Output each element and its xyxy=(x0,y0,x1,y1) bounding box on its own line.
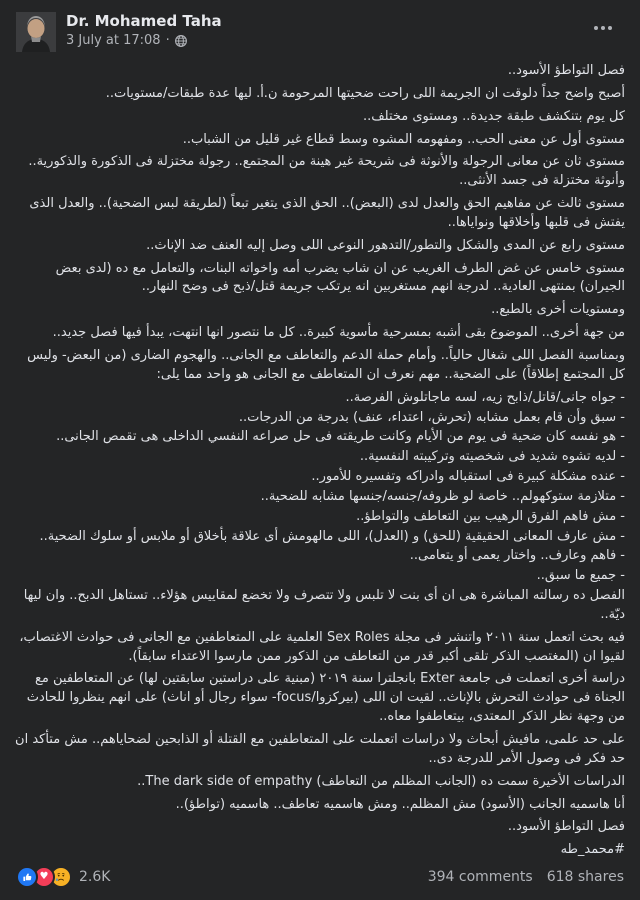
post-paragraph: مستوى ثان عن معانى الرجولة والأنوثة فى شريحة غير هينة من المجتمع.. رجولة مختزلة فى الذكورة والذكورية.. وأنوثة مختزلة فى جسد الأنثى.. xyxy=(28,154,625,189)
post-paragraph: فصل التواطؤ الأسود.. xyxy=(507,819,625,835)
post-paragraph: وبمناسبة الفصل اللى شغال حالياً.. وأمام حملة الدعم والتعاطف مع الجانى.. والهجوم الضارى (من البعض- وليس كل المجتمع إطلاقاً) على الضحية.. مهم نعرف ان المتعاطف مع الجانى هو واحد مما يلى: xyxy=(27,347,625,382)
shares-count[interactable]: 618 shares xyxy=(546,869,624,886)
post-paragraph: من جهة أخرى.. الموضوع بقى أشبه بمسرحية مأسوية كبيرة.. كل ما نتصور انها انتهت، يبدأ فيها فصل جديد.. xyxy=(52,325,625,341)
post-paragraph: - سبق وأن قام بعمل مشابه (تحرش، اعتداء، عنف) بدرجة من الدرجات.. xyxy=(238,409,625,425)
comments-count[interactable]: 394 comments xyxy=(427,869,533,886)
more-options-dot xyxy=(608,26,612,30)
post-paragraph: - متلازمة ستوكهولم.. خاصة لو ظروفه/جنسه/جنسها مشابه للضحية.. xyxy=(260,488,625,504)
more-options-dot xyxy=(594,26,598,30)
avatar[interactable] xyxy=(16,12,56,52)
post-paragraph: الدراسات الأخيرة سمت ده (الجانب المظلم من التعاطف) The dark side of empathy.. xyxy=(137,773,625,789)
header-meta xyxy=(66,12,222,49)
reaction-summary[interactable] xyxy=(16,866,110,888)
post-body xyxy=(0,56,640,841)
post-hashtag-row xyxy=(0,841,640,860)
post-meta-row xyxy=(66,33,222,49)
author-name[interactable]: Dr. Mohamed Taha xyxy=(66,12,222,30)
love-icon: ♥ xyxy=(33,866,55,888)
post-paragraph: - لديه تشوه شديد فى شخصيته وتركيبته النفسية.. xyxy=(359,449,625,465)
post-paragraph: - مش عارف المعانى الحقيقية (للحق) و (العدل)، اللى مالهومش أى علاقة بأخلاق أو ملابس أو سلوك الضحية.. xyxy=(39,528,625,544)
post-paragraph: مستوى ثالث عن مفاهيم الحق والعدل لدى (البعض).. الحق الذى يتغير تبعاً (لطريقة لبس الضحية).. والعدل الذى يفتش فى قلبها وأخلاقها ونواياها.. xyxy=(29,196,625,230)
post-paragraph: دراسة أخرى اتعملت فى جامعة Exter بانجلترا سنة ٢٠١٩ (مبنية على دراستين سابقتين لها) عن المتعاطفين مع الجناة فى حوادث التحرش بالإناث.. لقيت ان اللى (بيركزوا/focus- سواء رجال أو اناث) على انهم ينظروا للحادث من وجهة نظر الذكر المعتدى، بيتعاطفوا معاه.. xyxy=(26,671,625,725)
post-paragraph: الفصل ده رسالته المباشرة هى ان أى بنت لا تلبس ولا تتصرف ولا تخضع لمقاييس هؤلاء.. تستاهل الدبح.. وان ليها ديّة.. xyxy=(23,588,625,622)
post-paragraph: مستوى خامس عن غض الطرف الغريب عن ان شاب يضرب أمه واخواته البنات، والتعامل مع ده (لدى بعض الجيران) بمنتهى العادية.. لدرجة انهم مستغربين انه يرتكب جريمة قتل/ذبح فى وضح النهار.. xyxy=(55,260,625,295)
post-paragraph: أصبح واضح جداً دلوقت ان الجريمة اللى راحت ضحيتها المرحومة ن.أ. ليها عدة طبقات/مستويات.. xyxy=(105,85,625,101)
post-paragraph: كل يوم بتنكشف طبقة جديدة.. ومستوى مختلف.. xyxy=(362,108,625,124)
meta-separator: · xyxy=(165,33,170,48)
post-paragraph: - هو نفسه كان ضحية فى يوم من الأيام وكانت طريقته فى حل صراعه النفسي الداخلى هى تقمص الجانى.. xyxy=(56,429,625,445)
post-paragraph: مستوى أول عن معنى الحب.. ومفهومه المشوه وسط قطاع غير قليل من الشباب.. xyxy=(182,131,625,147)
like-icon xyxy=(16,866,38,888)
post-header xyxy=(0,0,640,56)
post-paragraph: - جواه جانى/قاتل/ذابح زيه، لسه ماجاتلوش الفرصة.. xyxy=(345,389,625,405)
post-paragraph: - مش فاهم الفرق الرهيب بين التعاطف والتواطؤ.. xyxy=(356,508,625,524)
post-paragraph: فصل التواطؤ الأسود.. xyxy=(507,63,625,78)
post-paragraph: على حد علمى، مافيش أبحاث ولا دراسات اتعملت على المتعاطفين مع القتلة أو الذابحين لضحاياهم.. مش متأكد ان حد فكر فى وصول الأمر للدرجة دى.. xyxy=(15,732,625,766)
reaction-count[interactable]: 2.6K xyxy=(79,869,111,886)
hashtag-link[interactable]: #محمد_طه xyxy=(560,842,625,858)
more-options-dot xyxy=(601,26,605,30)
post-paragraph: - عنده مشكلة كبيرة فى استقباله وادراكه وتفسيره للأمور.. xyxy=(311,469,625,485)
post-paragraph: - جميع ما سبق.. xyxy=(536,568,625,584)
post-paragraph: فيه بحث اتعمل سنة ٢٠١١ واتنشر فى مجلة Sex Roles العلمية على المتعاطفين مع الجانى فى حوادث الاغتصاب، لقيوا ان (المغتصب الذكر تلقى أكبر قدر من التعاطف من الذكور ممن مارسوا الاعتداء سابقاً). xyxy=(19,629,625,664)
engagement-bar xyxy=(0,860,640,900)
post-paragraph: مستوى رابع عن المدى والشكل والتطور/التدهور النوعى اللى وصل إليه العنف ضد الإناث.. xyxy=(146,237,625,253)
more-options-button[interactable] xyxy=(588,20,618,36)
post-paragraph: ومستويات أخرى بالطبع.. xyxy=(491,302,625,318)
globe-icon xyxy=(175,35,187,47)
engagement-counts xyxy=(428,869,624,885)
avatar-photo xyxy=(16,12,56,52)
post-paragraph: - فاهم وعارف.. واختار يعمى أو يتعامى.. xyxy=(409,548,625,564)
post-paragraph: أنا هاسميه الجانب (الأسود) مش المظلم.. ومش هاسميه تعاطف.. هاسميه (تواطؤ).. xyxy=(175,796,625,812)
timestamp[interactable]: 3 July at 17:08 xyxy=(66,33,161,48)
